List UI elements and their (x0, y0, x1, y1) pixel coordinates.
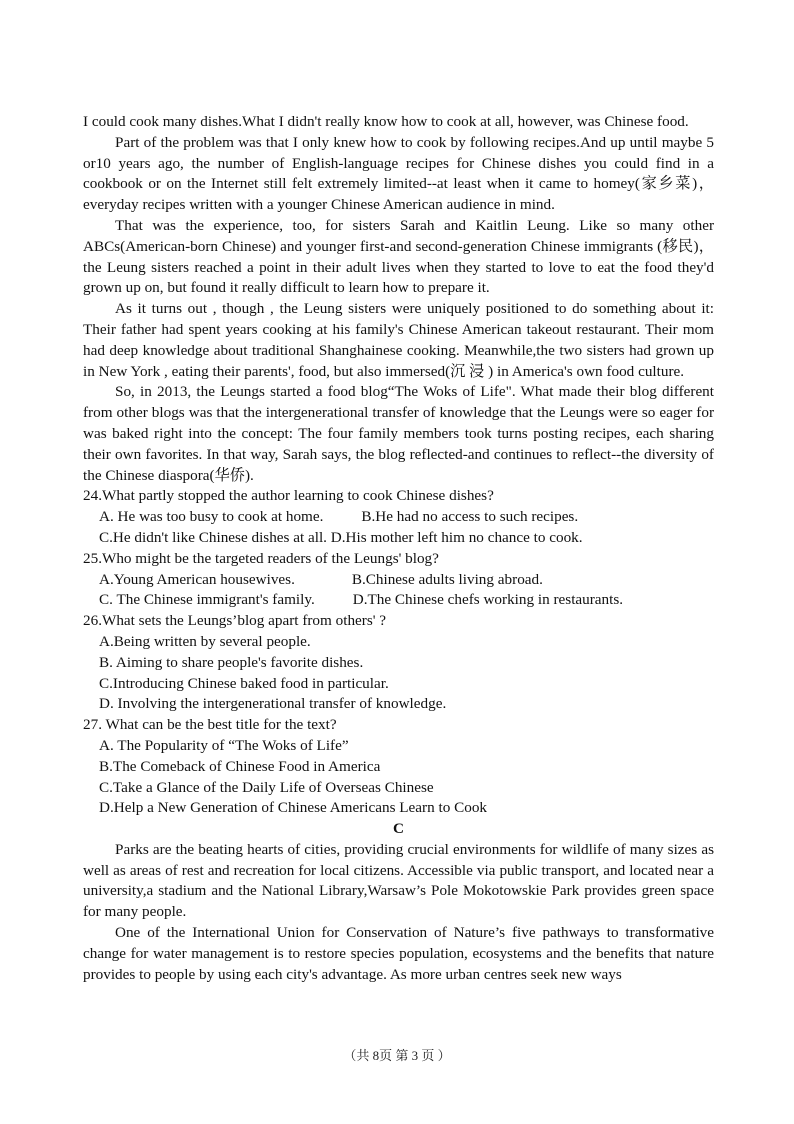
article-paragraph: Part of the problem was that I only knew how to cook by following recipes.And up until maybe 5 or10 years ago, the number of English-language recipes for Chinese dishes you could find in a cookbook or on the Internet still felt extremely limited--at least when it came to homey(家乡菜)，everyday recipes written with a younger Chinese American audience in mind. (83, 133, 714, 214)
question-options: C.He didn't like Chinese dishes at all. D.His mother left him no chance to cook. (99, 528, 583, 546)
question-option: D. Involving the intergenerational transfer of knowledge. (99, 695, 447, 713)
question-option: A. The Popularity of “The Woks of Life” (99, 736, 349, 754)
article-paragraph: That was the experience, too, for sisters Sarah and Kaitlin Leung. Like so many other ABCs(American-born Chinese) and younger first-and second-generation Chinese immigrants (移民)，the Leung sisters reached a point in their adult lives when they started to love to eat the food they'd grown up on, but found it really difficult to learn how to prepare it. (83, 216, 714, 297)
article-paragraph: One of the International Union for Conservation of Nature’s five pathways to transformative change for water management is to restore species population, ecosystems and the benefits that nature provides to people by using each city's advantage. As more urban centres seek new ways (83, 924, 714, 983)
question-options: A.Young American housewives. B.Chinese adults living abroad. (99, 570, 543, 588)
article-paragraph: So, in 2013, the Leungs started a food blog“The Woks of Life". What made their blog different from other blogs was that the intergenerational transfer of knowledge that the Leungs were so eager for was baked right into the concept: The four family members took turns posting recipes, each sharing their own favorites. In that way, Sarah says, the blog reflected-and continues to reflect--the diversity of the Chinese diaspora(华侨). (83, 383, 714, 484)
question-stem: 26.What sets the Leungs’blog apart from others' ? (83, 612, 387, 630)
question-options: A. He was too busy to cook at home. B.He had no access to such recipes. (99, 508, 579, 526)
question-stem: 27. What can be the best title for the text? (83, 716, 337, 734)
question-option: A.Being written by several people. (99, 632, 311, 650)
question-option: B. Aiming to share people's favorite dishes. (99, 653, 364, 671)
question-option: D.Help a New Generation of Chinese Americans Learn to Cook (99, 799, 488, 817)
question-stem: 24.What partly stopped the author learning to cook Chinese dishes? (83, 487, 494, 505)
question-option: C.Introducing Chinese baked food in particular. (99, 674, 389, 692)
question-stem: 25.Who might be the targeted readers of the Leungs' blog? (83, 549, 439, 567)
article-paragraph: I could cook many dishes.What I didn't really know how to cook at all, however, was Chinese food. (83, 113, 689, 130)
page-footer: （共 8页 第 3 页 ） (343, 1048, 451, 1063)
question-option: B.The Comeback of Chinese Food in America (99, 757, 381, 775)
article-paragraph: As it turns out , though , the Leung sisters were uniquely positioned to do something about it: Their father had spent years cooking at his family's Chinese American takeout restaurant. Their mom had deep knowledge about traditional Shanghainese cooking. Meanwhile,the two sisters had grown up in New York , eating their parents', food, but also immersed(沉 浸 ) in America's own food culture. (83, 300, 714, 380)
text-block (83, 112, 714, 985)
article-paragraph: Parks are the beating hearts of cities, providing crucial environments for wildlife of many sizes as well as areas of rest and recreation for local citizens. Accessible via public transport, and located near a university,a stadium and the National Library,Warsaw’s Pole Mokotowskie Park provides green space for many people. (83, 840, 714, 921)
question-option: C.Take a Glance of the Daily Life of Overseas Chinese (99, 778, 434, 796)
section-heading: C (393, 820, 404, 838)
question-options: C. The Chinese immigrant's family. D.The Chinese chefs working in restaurants. (99, 591, 624, 609)
